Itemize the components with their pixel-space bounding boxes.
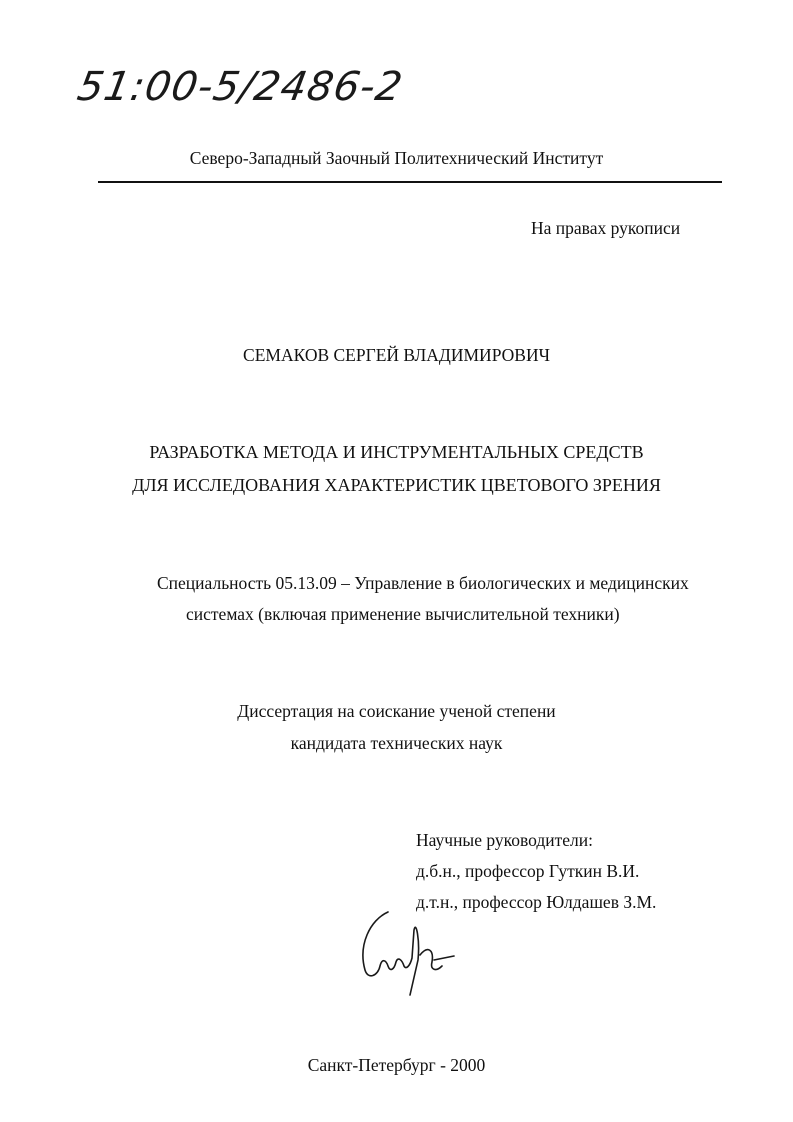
- handwritten-catalog-number: 51:00-5/2486-2: [73, 64, 407, 110]
- specialty-line-1: Специальность 05.13.09 – Управление в биологических и медицинских: [157, 573, 689, 593]
- degree-line-1: Диссертация на соискание ученой степени: [237, 701, 556, 721]
- supervisor-2: д.т.н., профессор Юлдашев З.М.: [416, 892, 657, 912]
- author-name: СЕМАКОВ СЕРГЕЙ ВЛАДИМИРОВИЧ: [243, 345, 550, 365]
- place-and-year: Санкт-Петербург - 2000: [307, 1055, 486, 1075]
- supervisors-heading: Научные руководители:: [416, 830, 593, 850]
- rights-notice: На правах рукописи: [531, 218, 681, 238]
- title-line-2: ДЛЯ ИССЛЕДОВАНИЯ ХАРАКТЕРИСТИК ЦВЕТОВОГО ЗРЕНИЯ: [132, 475, 661, 495]
- degree-line-2: кандидата технических наук: [290, 733, 503, 753]
- header-rule: [98, 181, 722, 183]
- specialty-line-2: системах (включая применение вычислительной техники): [186, 604, 620, 624]
- title-line-1: РАЗРАБОТКА МЕТОДА И ИНСТРУМЕНТАЛЬНЫХ СРЕДСТВ: [149, 442, 644, 462]
- supervisor-1: д.б.н., профессор Гуткин В.И.: [416, 861, 640, 881]
- institute-name: Северо-Западный Заочный Политехнический Институт: [189, 148, 604, 168]
- signature: [350, 900, 470, 1000]
